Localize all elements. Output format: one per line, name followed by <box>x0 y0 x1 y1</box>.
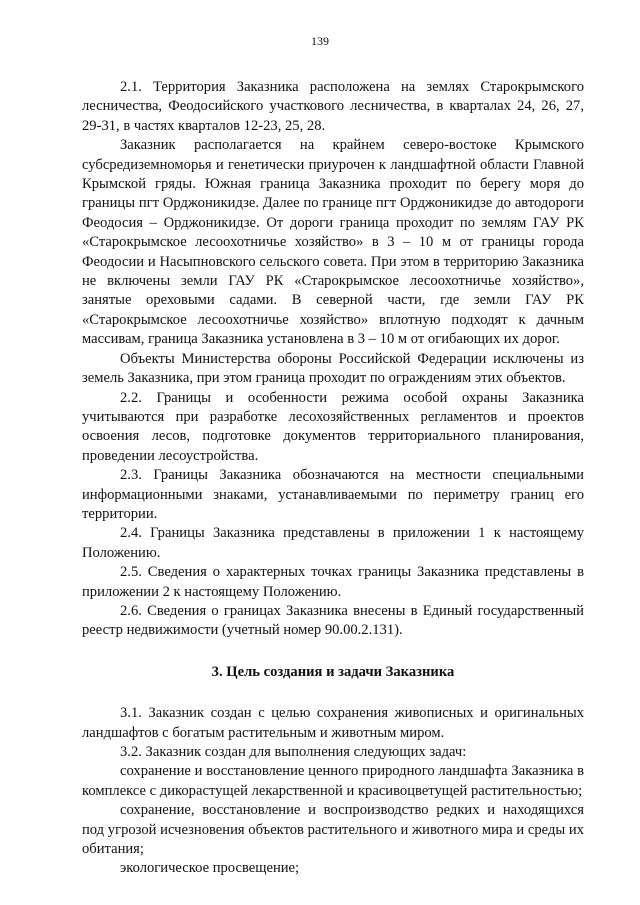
paragraph-3-2: 3.2. Заказник создан для выполнения следующих задач: <box>120 744 467 760</box>
paragraph-2-6: 2.6. Сведения о границах Заказника внесены в Единый государственный реестр недвижимости (учетный номер 90.00.2.131). <box>82 602 584 639</box>
paragraph-2-5: 2.5. Сведения о характерных точках границы Заказника представлены в приложении 2 к настоящему Положению. <box>82 564 584 600</box>
section-3-title: 3. Цель создания и задачи Заказника <box>211 663 455 680</box>
paragraph-2-3: 2.3. Границы Заказника обозначаются на местности специальными информационными знаками, устанавливаемыми по периметру границ его территории. <box>82 467 584 522</box>
paragraph-2-2: 2.2. Границы и особенности режима особой охраны Заказника учитываются при разработке лесохозяйственных регламентов и проектов освоения лесов, подготовке документов территориального планирования, проведении лесоустройства. <box>82 389 584 464</box>
paragraph-boundary-description: Заказник располагается на крайнем северо-востоке Крымского субсредиземноморья и генетически приурочен к ландшафтной области Главной Крымской гряды. Южная граница Заказника проходит по берегу моря до границы пгт Орджоникидзе. Далее по границе пгт Орджоникидзе до автодороги Феодосия – Орджоникидзе. От дороги граница проходит по землям ГАУ РК «Старокрымское лесоохотничье хозяйство» в 3 – 10 м от границы города Феодосии и Насыпновского сельского совета. При этом в территорию Заказника не включены земли ГАУ РК «Старокрымское лесоохотничье хозяйство», занятые ореховыми садами. В северной части, где земли ГАУ РК «Старокрымское лесоохотничье хозяйство» вплотную подходят к дачным массивам, граница Заказника установлена в 3 – 10 м от огибающих их дорог. <box>82 137 584 348</box>
page-number: 139 <box>311 34 329 48</box>
paragraph-2-4: 2.4. Границы Заказника представлены в приложении 1 к настоящему Положению. <box>82 525 584 561</box>
task-item-rare-species: сохранение, восстановление и воспроизводство редких и находящихся под угрозой исчезновения объектов растительного и животного мира и среды их обитания; <box>82 802 584 858</box>
task-item-landscape: сохранение и восстановление ценного природного ландшафта Заказника в комплексе с дикорастущей лекарственной и красивоцветущей растительностью; <box>82 763 584 799</box>
document-body <box>82 78 584 879</box>
paragraph-3-1: 3.1. Заказник создан с целью сохранения живописных и оригинальных ландшафтов с богатым растительным и животным миром. <box>82 705 584 741</box>
paragraph-defense-objects: Объекты Министерства обороны Российской Федерации исключены из земель Заказника, при этом граница проходит по ограждениям этих объектов. <box>82 350 584 387</box>
paragraph-2-1: 2.1. Территория Заказника расположена на землях Старокрымского лесничества, Феодосийского участкового лесничества, в кварталах 24, 26, 27, 29-31, в частях кварталов 12-23, 25, 28. <box>82 79 584 134</box>
task-item-education: экологическое просвещение; <box>120 860 300 877</box>
